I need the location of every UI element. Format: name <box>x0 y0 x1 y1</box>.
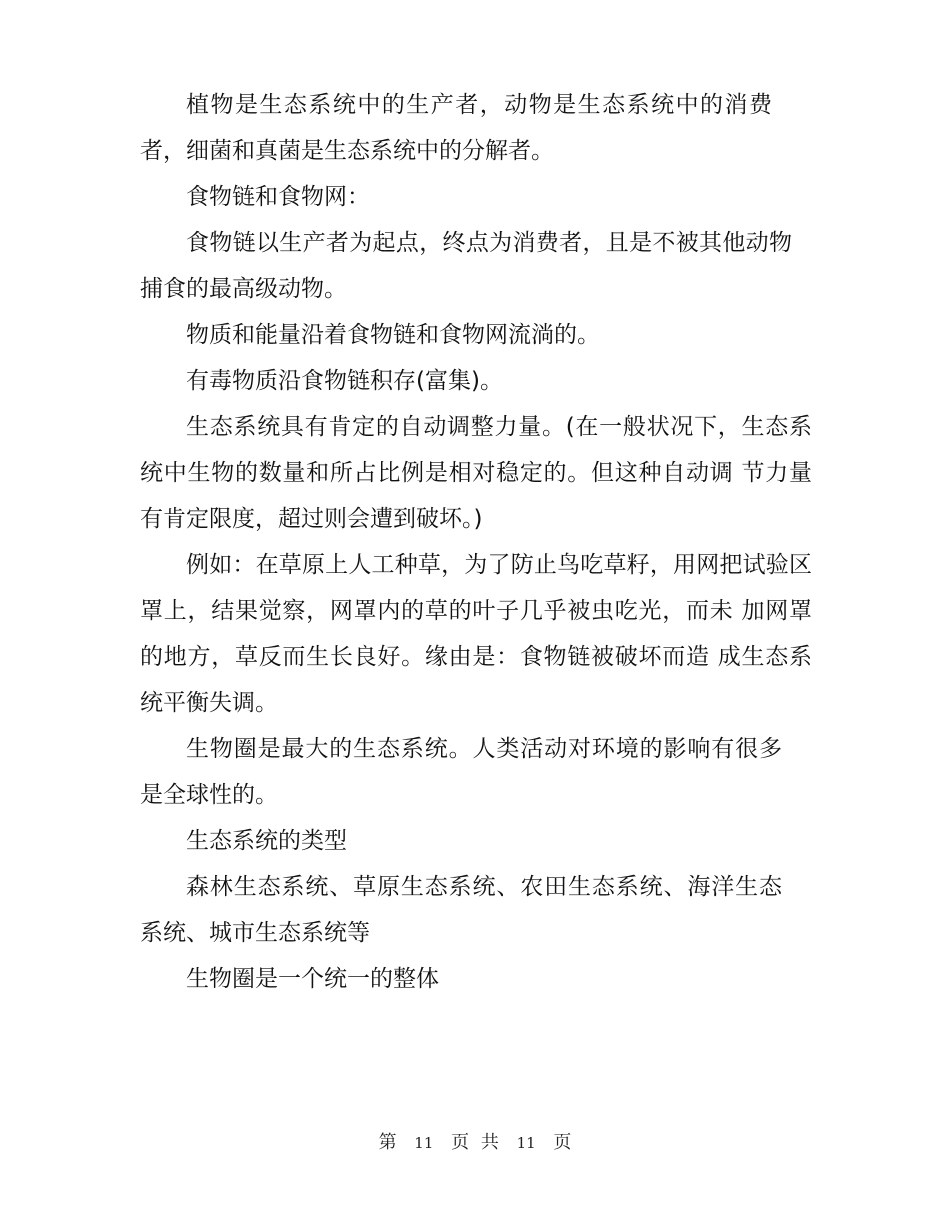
paragraph-self-regulation: 生态系统具有肯定的自动调整力量。(在一般状况下，生态系统中生物的数量和所占比例是相对稳定的。但这种自动调 节力量有肯定限度，超过则会遭到破坏。) <box>140 414 812 532</box>
paragraph-biosphere-largest: 生物圈是最大的生态系统。人类活动对环境的影响有很多是全球性的。 <box>140 736 782 808</box>
footer-middle: 页 共 <box>451 1132 499 1153</box>
document-body <box>140 82 812 1002</box>
paragraph-food-chain-heading: 食物链和食物网： <box>186 184 370 210</box>
footer-total-pages: 11 <box>516 1134 536 1152</box>
footer-current-page: 11 <box>414 1134 434 1152</box>
paragraph-producers-consumers: 植物是生态系统中的生产者，动物是生态系统中的消费者，细菌和真菌是生态系统中的分解者。 <box>140 92 772 164</box>
paragraph-ecosystem-types-heading: 生态系统的类型 <box>186 828 347 854</box>
paragraph-biosphere-unified: 生物圈是一个统一的整体 <box>186 966 439 992</box>
footer-suffix: 页 <box>553 1132 572 1153</box>
footer-prefix: 第 <box>378 1132 397 1153</box>
paragraph-matter-energy-flow: 物质和能量沿着食物链和食物网流淌的。 <box>186 322 600 348</box>
page-footer <box>0 1128 950 1154</box>
paragraph-toxic-accumulation: 有毒物质沿食物链积存(富集)。 <box>186 368 503 394</box>
paragraph-food-chain-definition: 食物链以生产者为起点，终点为消费者，且是不被其他动物捕食的最高级动物。 <box>140 230 792 302</box>
paragraph-grassland-example: 例如：在草原上人工种草，为了防止鸟吃草籽，用网把试验区罩上，结果觉察，网罩内的草的叶子几乎被虫吃光，而未 加网罩的地方，草反而生长良好。缘由是：食物链被破坏而造 成生态系统平衡失调。 <box>140 552 812 716</box>
paragraph-ecosystem-types-list: 森林生态系统、草原生态系统、农田生态系统、海洋生态系统、城市生态系统等 <box>140 874 782 946</box>
